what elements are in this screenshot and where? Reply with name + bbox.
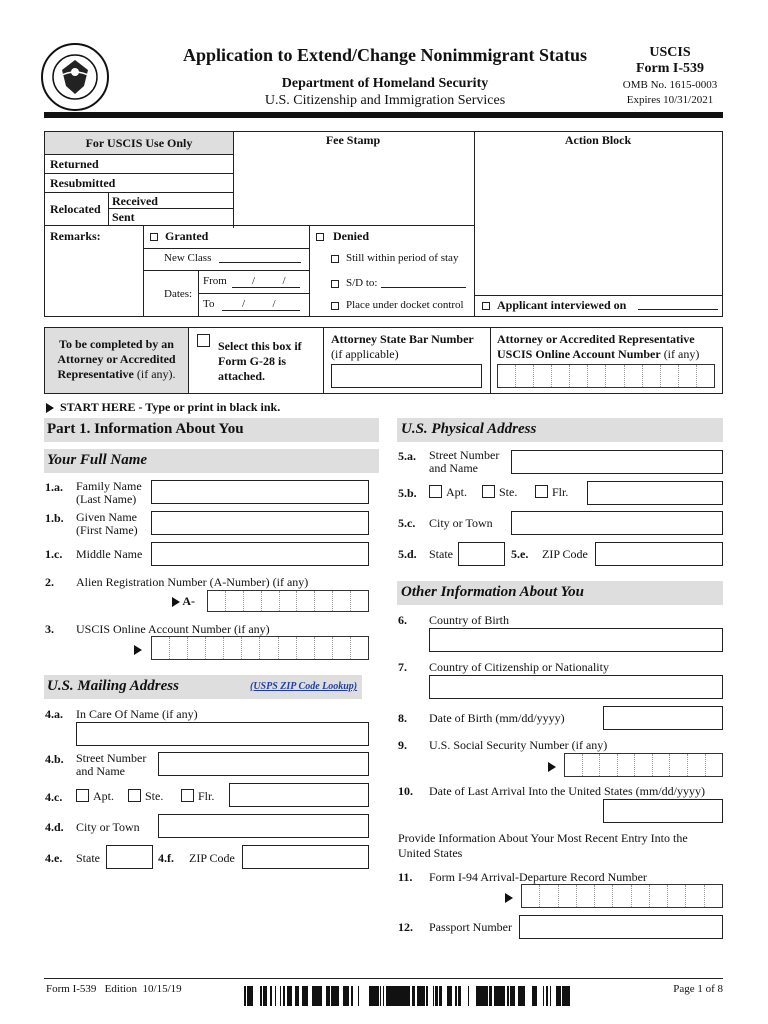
q4d-number: 4.d.: [45, 820, 64, 834]
dates-label: Dates:: [164, 288, 193, 300]
fee-stamp-label: Fee Stamp: [325, 133, 381, 147]
interviewed-checkbox[interactable]: [482, 302, 490, 310]
q4b-label: Street Number and Name: [76, 751, 147, 778]
physical-city-input[interactable]: [511, 511, 723, 535]
country-of-birth-input[interactable]: [429, 628, 723, 652]
physical-street-input[interactable]: [511, 450, 723, 474]
agency: U.S. Citizenship and Immigration Services: [264, 93, 506, 108]
q1c-label: Middle Name: [76, 547, 143, 561]
q6-label: Country of Birth: [429, 613, 509, 627]
q11-arrow: [505, 889, 513, 907]
usps-zip-lookup-link[interactable]: (USPS ZIP Code Lookup): [250, 681, 358, 692]
q5c-label: City or Town: [429, 516, 493, 530]
q4c-number: 4.c.: [45, 790, 63, 804]
mailing-street-input[interactable]: [158, 752, 369, 776]
q5d-label: State: [429, 547, 453, 561]
q1b-number: 1.b.: [45, 511, 64, 525]
g28-label: Select this box if Form G-28 is attached.: [218, 339, 302, 383]
q7-number: 7.: [398, 660, 407, 674]
arrow-right-icon: [46, 403, 54, 413]
mailing-city-input[interactable]: [158, 814, 369, 838]
sd-to-line[interactable]: [381, 287, 466, 288]
department: Department of Homeland Security: [281, 76, 489, 91]
q5a-number: 5.a.: [398, 449, 416, 463]
bar-number-label: Attorney State Bar Number: [331, 332, 474, 346]
mailing-ste-checkbox[interactable]: [128, 789, 141, 802]
mailing-ste-label: Ste.: [145, 789, 164, 803]
physical-flr-checkbox[interactable]: [535, 485, 548, 498]
q5c-number: 5.c.: [398, 516, 416, 530]
sd-to-checkbox[interactable]: [331, 280, 339, 288]
physical-state-select[interactable]: [458, 542, 505, 566]
denied-checkbox[interactable]: [316, 233, 324, 241]
mailing-flr-checkbox[interactable]: [181, 789, 194, 802]
mailing-flr-label: Flr.: [198, 789, 215, 803]
denied-label: Denied: [333, 229, 369, 243]
q4e-number: 4.e.: [45, 851, 63, 865]
uscis-label: USCIS: [649, 45, 691, 60]
q2-label: Alien Registration Number (A-Number) (if any): [76, 575, 309, 589]
given-name-input[interactable]: [151, 511, 369, 535]
interviewed-line[interactable]: [638, 309, 718, 310]
i94-number-input[interactable]: [521, 884, 723, 908]
mailing-unit-input[interactable]: [229, 783, 369, 807]
physical-unit-input[interactable]: [587, 481, 723, 505]
dhs-seal-icon: [40, 42, 110, 112]
passport-number-input[interactable]: [519, 915, 723, 939]
q4f-number: 4.f.: [158, 851, 174, 865]
for-uscis-use-only: For USCIS Use Only: [85, 136, 193, 150]
date-of-birth-input[interactable]: [603, 706, 723, 730]
arrow-right-icon: [505, 893, 513, 903]
a-number-prefix: A-: [172, 594, 195, 609]
mailing-apt-checkbox[interactable]: [76, 789, 89, 802]
q4f-label: ZIP Code: [189, 851, 235, 865]
sd-to-label: S/D to:: [346, 277, 378, 289]
sent-label: Sent: [112, 210, 135, 224]
in-care-of-input[interactable]: [76, 722, 369, 746]
from-label: From: [203, 275, 227, 287]
q1b-label: Given Name (First Name): [76, 510, 138, 537]
attorney-completed-by: To be completed by an Attorney or Accredited Representative (if any).: [57, 337, 176, 381]
granted-checkbox[interactable]: [150, 233, 158, 241]
other-heading: Other Information About You: [401, 584, 584, 600]
place-docket-checkbox[interactable]: [331, 302, 339, 310]
relocated-label: Relocated: [50, 202, 101, 216]
granted-label: Granted: [165, 229, 209, 243]
office-use-block: [44, 131, 723, 317]
resubmitted-label: Resubmitted: [50, 176, 116, 190]
online-account-label: Attorney or Accredited Representative USCIS Online Account Number (if any): [497, 332, 700, 361]
still-within-checkbox[interactable]: [331, 255, 339, 263]
footer-page-number: Page 1 of 8: [673, 983, 723, 995]
q8-label: Date of Birth (mm/dd/yyyy): [429, 711, 565, 725]
to-label: To: [203, 298, 215, 310]
middle-name-input[interactable]: [151, 542, 369, 566]
footer-form-edition: Form I-539 Edition 10/15/19: [46, 983, 182, 995]
q3-number: 3.: [45, 622, 54, 636]
part1-heading: Part 1. Information About You: [47, 421, 244, 437]
to-date-slashes: / /: [242, 298, 276, 310]
physical-zip-input[interactable]: [595, 542, 723, 566]
physical-ste-checkbox[interactable]: [482, 485, 495, 498]
q4b-number: 4.b.: [45, 752, 64, 766]
full-name-heading: Your Full Name: [47, 452, 148, 468]
new-class-label: New Class: [164, 252, 212, 264]
ssn-input[interactable]: [564, 753, 723, 777]
g28-checkbox[interactable]: [197, 334, 210, 347]
physical-ste-label: Ste.: [499, 485, 518, 499]
physical-apt-checkbox[interactable]: [429, 485, 442, 498]
q8-number: 8.: [398, 711, 407, 725]
attorney-online-account-input[interactable]: [497, 364, 715, 388]
form-number: Form I-539: [635, 61, 705, 76]
action-block-label: Action Block: [564, 133, 632, 147]
q1a-label: Family Name (Last Name): [76, 479, 142, 506]
start-here: START HERE - Type or print in black ink.: [46, 400, 280, 415]
country-of-citizenship-input[interactable]: [429, 675, 723, 699]
footer-rule: [44, 978, 723, 979]
interviewed-label: Applicant interviewed on: [497, 298, 627, 312]
q10-number: 10.: [398, 784, 413, 798]
from-date-line[interactable]: [232, 287, 300, 288]
q4d-label: City or Town: [76, 820, 140, 834]
last-arrival-date-input[interactable]: [603, 799, 723, 823]
physical-heading: U.S. Physical Address: [401, 421, 537, 437]
header-rule: [44, 112, 723, 118]
physical-flr-label: Flr.: [552, 485, 569, 499]
received-label: Received: [112, 194, 158, 208]
mailing-zip-input[interactable]: [242, 845, 369, 869]
expires: Expires 10/31/2021: [626, 94, 714, 106]
omb-number: OMB No. 1615-0003: [622, 79, 718, 91]
q1c-number: 1.c.: [45, 547, 63, 561]
q5a-label: Street Number and Name: [429, 448, 500, 475]
to-date-line[interactable]: [222, 310, 300, 311]
uscis-online-account-input[interactable]: [151, 636, 369, 660]
q6-number: 6.: [398, 613, 407, 627]
family-name-input[interactable]: [151, 480, 369, 504]
mailing-heading: U.S. Mailing Address: [47, 678, 179, 694]
physical-apt-label: Apt.: [446, 485, 467, 499]
remarks-label: Remarks:: [50, 229, 101, 243]
new-class-line[interactable]: [219, 262, 301, 263]
q10-label: Date of Last Arrival Into the United States (mm/dd/yyyy): [429, 784, 705, 798]
q5e-label: ZIP Code: [542, 547, 588, 561]
bar-number-if: (if applicable): [331, 347, 399, 361]
returned-label: Returned: [50, 157, 99, 171]
q7-label: Country of Citizenship or Nationality: [429, 660, 609, 674]
q11-label: Form I-94 Arrival-Departure Record Number: [429, 870, 647, 884]
q4a-label: In Care Of Name (if any): [76, 707, 198, 721]
recent-entry-instructions: Provide Information About Your Most Recent Entry Into the United States: [398, 831, 688, 860]
form-title: Application to Extend/Change Nonimmigrant Status: [182, 45, 588, 65]
q12-label: Passport Number: [429, 920, 512, 934]
q4e-label: State: [76, 851, 100, 865]
q11-number: 11.: [398, 870, 413, 884]
place-docket-label: Place under docket control: [346, 299, 464, 311]
q12-number: 12.: [398, 920, 413, 934]
arrow-right-icon: [172, 597, 180, 607]
barcode-icon: [244, 986, 578, 1006]
arrow-right-icon: [134, 645, 142, 655]
a-number-input[interactable]: [207, 590, 369, 612]
mailing-apt-label: Apt.: [93, 789, 114, 803]
bar-number-input[interactable]: [331, 364, 482, 388]
q2-number: 2.: [45, 575, 54, 589]
q5d-number: 5.d.: [398, 547, 417, 561]
from-date-slashes: / /: [252, 275, 286, 287]
q4a-number: 4.a.: [45, 707, 63, 721]
q3-arrow: [134, 641, 142, 659]
still-within-label: Still within period of stay: [346, 252, 459, 264]
q9-arrow: [548, 758, 556, 776]
q5e-number: 5.e.: [511, 547, 529, 561]
mailing-state-select[interactable]: [106, 845, 153, 869]
q9-label: U.S. Social Security Number (if any): [429, 738, 608, 752]
q3-label: USCIS Online Account Number (if any): [76, 622, 270, 636]
q5b-number: 5.b.: [398, 486, 417, 500]
q1a-number: 1.a.: [45, 480, 63, 494]
q9-number: 9.: [398, 738, 407, 752]
arrow-right-icon: [548, 762, 556, 772]
